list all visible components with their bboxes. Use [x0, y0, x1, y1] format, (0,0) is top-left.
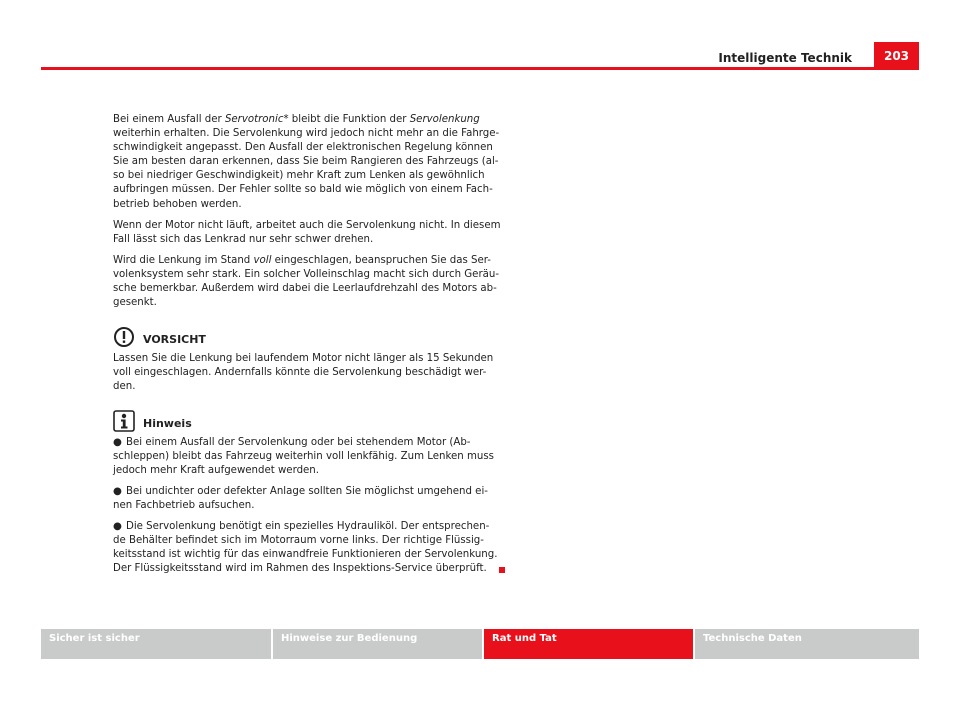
emphasis-voll: voll	[253, 254, 272, 266]
paragraph-motor	[113, 219, 501, 247]
caution-heading	[113, 326, 465, 348]
note-bullet-item	[113, 436, 494, 478]
text-run: Wird die Lenkung im Stand	[113, 254, 254, 266]
bullet-dot-icon: ●	[113, 436, 122, 448]
caution-text	[113, 352, 494, 394]
paragraph-line: volenksystem sehr stark. Ein solcher Volleinschlag macht sich durch Geräu-	[113, 268, 500, 280]
emphasis-servolenkung: Servolenkung	[409, 114, 480, 125]
paragraph-line: weiterhin erhalten. Die Servolenkung wird jedoch nicht mehr an die Fahrge-	[113, 128, 500, 140]
text-run: Bei einem Ausfall der	[113, 114, 225, 125]
bullet-first-line	[113, 485, 488, 499]
paragraph-line: Sie am besten daran erkennen, dass Sie beim Rangieren des Fahrzeugs (al-	[113, 156, 499, 168]
paragraph-line: schwindigkeit angepasst. Den Ausfall der elektronischen Regelung können	[113, 142, 493, 154]
bullet-dot-icon: ●	[113, 485, 122, 497]
caution-line: den.	[113, 381, 136, 393]
caution-icon	[113, 326, 135, 348]
paragraph-line: so bei niedriger Geschwindigkeit) mehr Kraft zum Lenken als gewöhnlich	[113, 170, 485, 182]
page-number-badge: 203	[874, 42, 919, 69]
bullet-line: schleppen) bleibt das Fahrzeug weiterhin voll lenkfähig. Zum Lenken muss	[113, 450, 494, 462]
footer-tab-technische-daten[interactable]: Technische Daten	[695, 629, 919, 659]
emphasis-servotronic: Servotronic	[224, 114, 284, 125]
text-run: Bei einem Ausfall der Servolenkung oder bei stehendem Motor (Ab-	[126, 436, 471, 448]
paragraph-line: gesenkt.	[113, 297, 157, 309]
paragraph-volleinschlag	[113, 254, 500, 310]
bullet-line: keitsstand ist wichtig für das einwandfreie Funktionieren der Servolenkung.	[113, 549, 498, 561]
text-run: Der Flüssigkeitsstand wird im Rahmen des Inspektions-Service überprüft.	[113, 563, 487, 575]
footer-tab-rat-und-tat[interactable]: Rat und Tat	[484, 629, 695, 659]
footer-nav	[41, 629, 919, 659]
paragraph-servotronic	[113, 113, 500, 212]
caution-title: VORSICHT	[143, 333, 206, 347]
bullet-line: jedoch mehr Kraft aufgewendet werden.	[113, 464, 320, 476]
paragraph-line: betrieb behoben werden.	[113, 198, 242, 210]
paragraph-line: aufbringen müssen. Der Fehler sollte so bald wie möglich von einem Fach-	[113, 184, 493, 196]
paragraph-line: Wenn der Motor nicht läuft, arbeitet auch die Servolenkung nicht. In diesem	[113, 219, 501, 231]
paragraph-line	[113, 254, 491, 268]
bullet-first-line	[113, 520, 490, 534]
section-end-marker-icon	[499, 567, 505, 573]
main-content	[113, 113, 501, 583]
header-title: Intelligente Technik	[718, 51, 852, 65]
text-run: Bei undichter oder defekter Anlage sollten Sie möglichst umgehend ei-	[126, 485, 488, 497]
caution-line: Lassen Sie die Lenkung bei laufendem Motor nicht länger als 15 Sekunden	[113, 353, 494, 365]
note-bullet-item	[113, 520, 498, 576]
bullet-line: de Behälter befindet sich im Motorraum vorne links. Der richtige Flüssig-	[113, 535, 484, 547]
note-heading	[113, 410, 465, 432]
note-title: Hinweis	[143, 416, 192, 430]
paragraph-line: Fall lässt sich das Lenkrad nur sehr schwer drehen.	[113, 233, 374, 245]
bullet-first-line	[113, 436, 471, 450]
footer-tab-sicher-ist-sicher[interactable]: Sicher ist sicher	[41, 629, 273, 659]
text-run: eingeschlagen, beanspruchen Sie das Ser-	[271, 254, 491, 266]
bullet-line	[113, 562, 487, 576]
footer-tab-hinweise-zur-bedienung[interactable]: Hinweise zur Bedienung	[273, 629, 484, 659]
note-bullet-item	[113, 485, 488, 513]
bullet-dot-icon: ●	[113, 520, 122, 532]
paragraph-line: sche bemerkbar. Außerdem wird dabei die Leerlaufdrehzahl des Motors ab-	[113, 283, 497, 295]
paragraph-line	[113, 113, 480, 127]
caution-line: voll eingeschlagen. Andernfalls könnte die Servolenkung beschädigt wer-	[113, 367, 487, 379]
text-run: Die Servolenkung benötigt ein spezielles Hydrauliköl. Der entsprechen-	[126, 520, 490, 532]
info-icon	[113, 410, 135, 432]
bullet-line: nen Fachbetrieb aufsuchen.	[113, 499, 255, 511]
header-rule	[41, 67, 919, 70]
text-run: * bleibt die Funktion der	[283, 114, 410, 125]
